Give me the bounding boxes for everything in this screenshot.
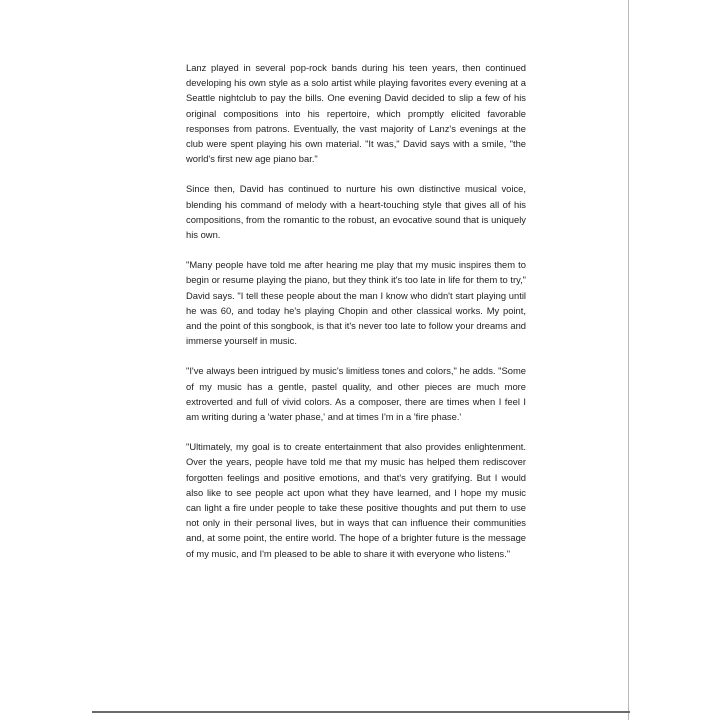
- paragraph-5: "Ultimately, my goal is to create entertainment that also provides enlightenment. Over the years, people have told me that my music has helped them rediscover forgotten feelings and positive emotions, and that's very gratifying. But I would also like to see people act upon what they have learned, and I hope my music can light a fire under people to take these positive thoughts and put them to use not only in their personal lives, but in ways that can influence their communities and, at some point, the entire world. The hope of a brighter future is the message of my music, and I'm pleased to be able to share it with everyone who listens.": [186, 441, 526, 559]
- page-edge-line: [628, 0, 629, 720]
- body-text: [186, 60, 526, 576]
- paragraph-4: "I've always been intrigued by music's limitless tones and colors," he adds. "Some of my music has a gentle, pastel quality, and other pieces are much more extroverted and full of vivid colors. As a composer, there are times when I feel I am writing during a 'water phase,' and at times I'm in a 'fire phase.': [186, 365, 526, 423]
- paragraph-2: Since then, David has continued to nurture his own distinctive musical voice, blending his command of melody with a heart-touching style that gives all of his compositions, from the romantic to the robust, an evocative sound that is uniquely his own.: [186, 183, 526, 241]
- bottom-rule-line: [92, 711, 630, 713]
- paragraph-3: "Many people have told me after hearing me play that my music inspires them to begin or resume playing the piano, but they think it's too late in life for them to try," David says. "I tell these people about the man I know who didn't start playing until he was 60, and today he's playing Chopin and other classical works. My point, and the point of this songbook, is that it's never too late to follow your dreams and immerse yourself in music.: [186, 259, 526, 347]
- paragraph-1: Lanz played in several pop-rock bands during his teen years, then continued developing his own style as a solo artist while playing favorites every evening at a Seattle nightclub to pay the bills. One evening David decided to slip a few of his original compositions into his repertoire, which promptly elicited favorable responses from patrons. Eventually, the vast majority of Lanz's evenings at the club were spent playing his own material. "It was," David says with a smile, "the world's first new age piano bar.": [186, 62, 526, 165]
